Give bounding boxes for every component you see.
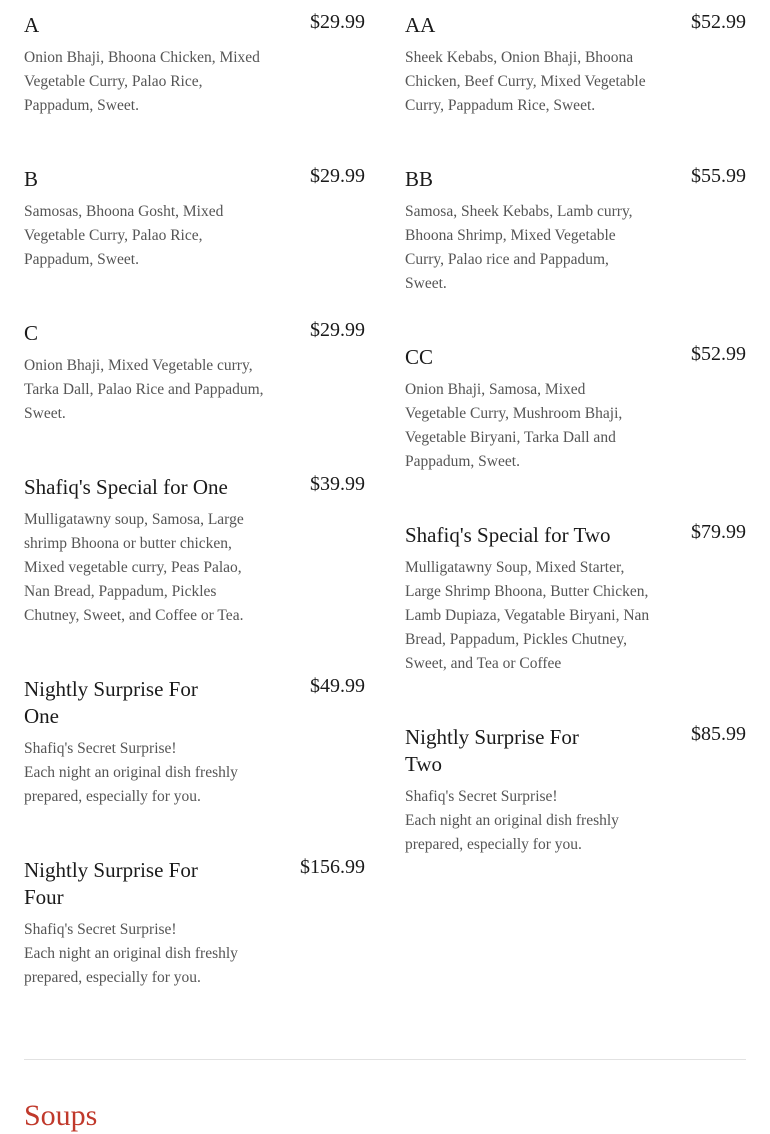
menu-item-header [24, 676, 365, 730]
menu-item-description: Onion Bhaji, Samosa, Mixed Vegetable Curry, Mushroom Bhaji, Vegetable Biryani, Tarka Dall and Pappadum, Sweet. [405, 381, 623, 470]
menu-item-price: $52.99 [691, 11, 746, 33]
menu-item-header [24, 12, 365, 39]
menu-columns [24, 0, 746, 990]
menu-item [24, 676, 365, 809]
menu-item-header [405, 724, 746, 778]
menu-column-right [405, 0, 746, 990]
menu-item-name: B [24, 167, 39, 191]
menu-item-header [24, 166, 365, 193]
menu-item [405, 522, 746, 676]
menu-item [24, 166, 365, 272]
menu-item-description: Shafiq's Secret Surprise! Each night an original dish freshly prepared, especially for you. [405, 788, 619, 853]
menu-item-price: $156.99 [300, 856, 365, 878]
menu-item-description: Sheek Kebabs, Onion Bhaji, Bhoona Chicken, Beef Curry, Mixed Vegetable Curry, Pappadum Rice, Sweet. [405, 49, 646, 114]
menu-item-name: Nightly Surprise For One [24, 677, 198, 728]
menu-item-name: Nightly Surprise For Two [405, 725, 579, 776]
menu-item-name: Nightly Surprise For Four [24, 858, 198, 909]
menu-item-name: C [24, 321, 39, 345]
menu-item [405, 12, 746, 118]
menu-item-description: Shafiq's Secret Surprise! Each night an original dish freshly prepared, especially for you. [24, 921, 238, 986]
menu-item-price: $85.99 [691, 723, 746, 745]
menu-item [24, 857, 365, 990]
menu-item [405, 166, 746, 296]
menu-item-price: $79.99 [691, 521, 746, 543]
menu-item-header [405, 522, 746, 549]
menu-item-header [405, 12, 746, 39]
menu-item-header [24, 474, 365, 501]
menu-item-name: Shafiq's Special for Two [405, 523, 611, 547]
menu-item-name: CC [405, 345, 434, 369]
menu-item-price: $55.99 [691, 165, 746, 187]
menu-item-price: $52.99 [691, 343, 746, 365]
menu-item-header [24, 857, 365, 911]
menu-item-header [405, 166, 746, 193]
menu-item [24, 474, 365, 628]
menu-column-left [24, 0, 365, 990]
menu-item-description: Mulligatawny soup, Samosa, Large shrimp Bhoona or butter chicken, Mixed vegetable curry, Peas Palao, Nan Bread, Pappadum, Pickles Chutney, Sweet, and Coffee or Tea. [24, 511, 244, 624]
menu-item-name: Shafiq's Special for One [24, 475, 228, 499]
menu-item-name: A [24, 13, 40, 37]
menu-item-price: $29.99 [310, 319, 365, 341]
menu-item-price: $49.99 [310, 675, 365, 697]
menu-item [405, 344, 746, 474]
menu-item [24, 320, 365, 426]
section-title-soups: Soups [24, 1099, 98, 1132]
menu-item-description: Onion Bhaji, Bhoona Chicken, Mixed Vegetable Curry, Palao Rice, Pappadum, Sweet. [24, 49, 260, 114]
menu-item-header [24, 320, 365, 347]
menu-item-name: BB [405, 167, 434, 191]
menu-item-price: $39.99 [310, 473, 365, 495]
menu-item-price: $29.99 [310, 11, 365, 33]
menu-item-price: $29.99 [310, 165, 365, 187]
menu-item-description: Onion Bhaji, Mixed Vegetable curry, Tarka Dall, Palao Rice and Pappadum, Sweet. [24, 357, 264, 422]
section-divider [24, 1059, 746, 1060]
menu-item-description: Shafiq's Secret Surprise! Each night an original dish freshly prepared, especially for you. [24, 740, 238, 805]
menu-item-header [405, 344, 746, 371]
menu-item-name: AA [405, 13, 436, 37]
menu-item [24, 12, 365, 118]
menu-item-description: Samosas, Bhoona Gosht, Mixed Vegetable Curry, Palao Rice, Pappadum, Sweet. [24, 203, 224, 268]
menu-item-description: Samosa, Sheek Kebabs, Lamb curry, Bhoona Shrimp, Mixed Vegetable Curry, Palao rice and Pappadum, Sweet. [405, 203, 633, 292]
menu-item [405, 724, 746, 857]
menu-item-description: Mulligatawny Soup, Mixed Starter, Large Shrimp Bhoona, Butter Chicken, Lamb Dupiaza, Vegatable Biryani, Nan Bread, Pappadum, Pickles Chutney, Sweet, and Tea or Coffee [405, 559, 650, 672]
